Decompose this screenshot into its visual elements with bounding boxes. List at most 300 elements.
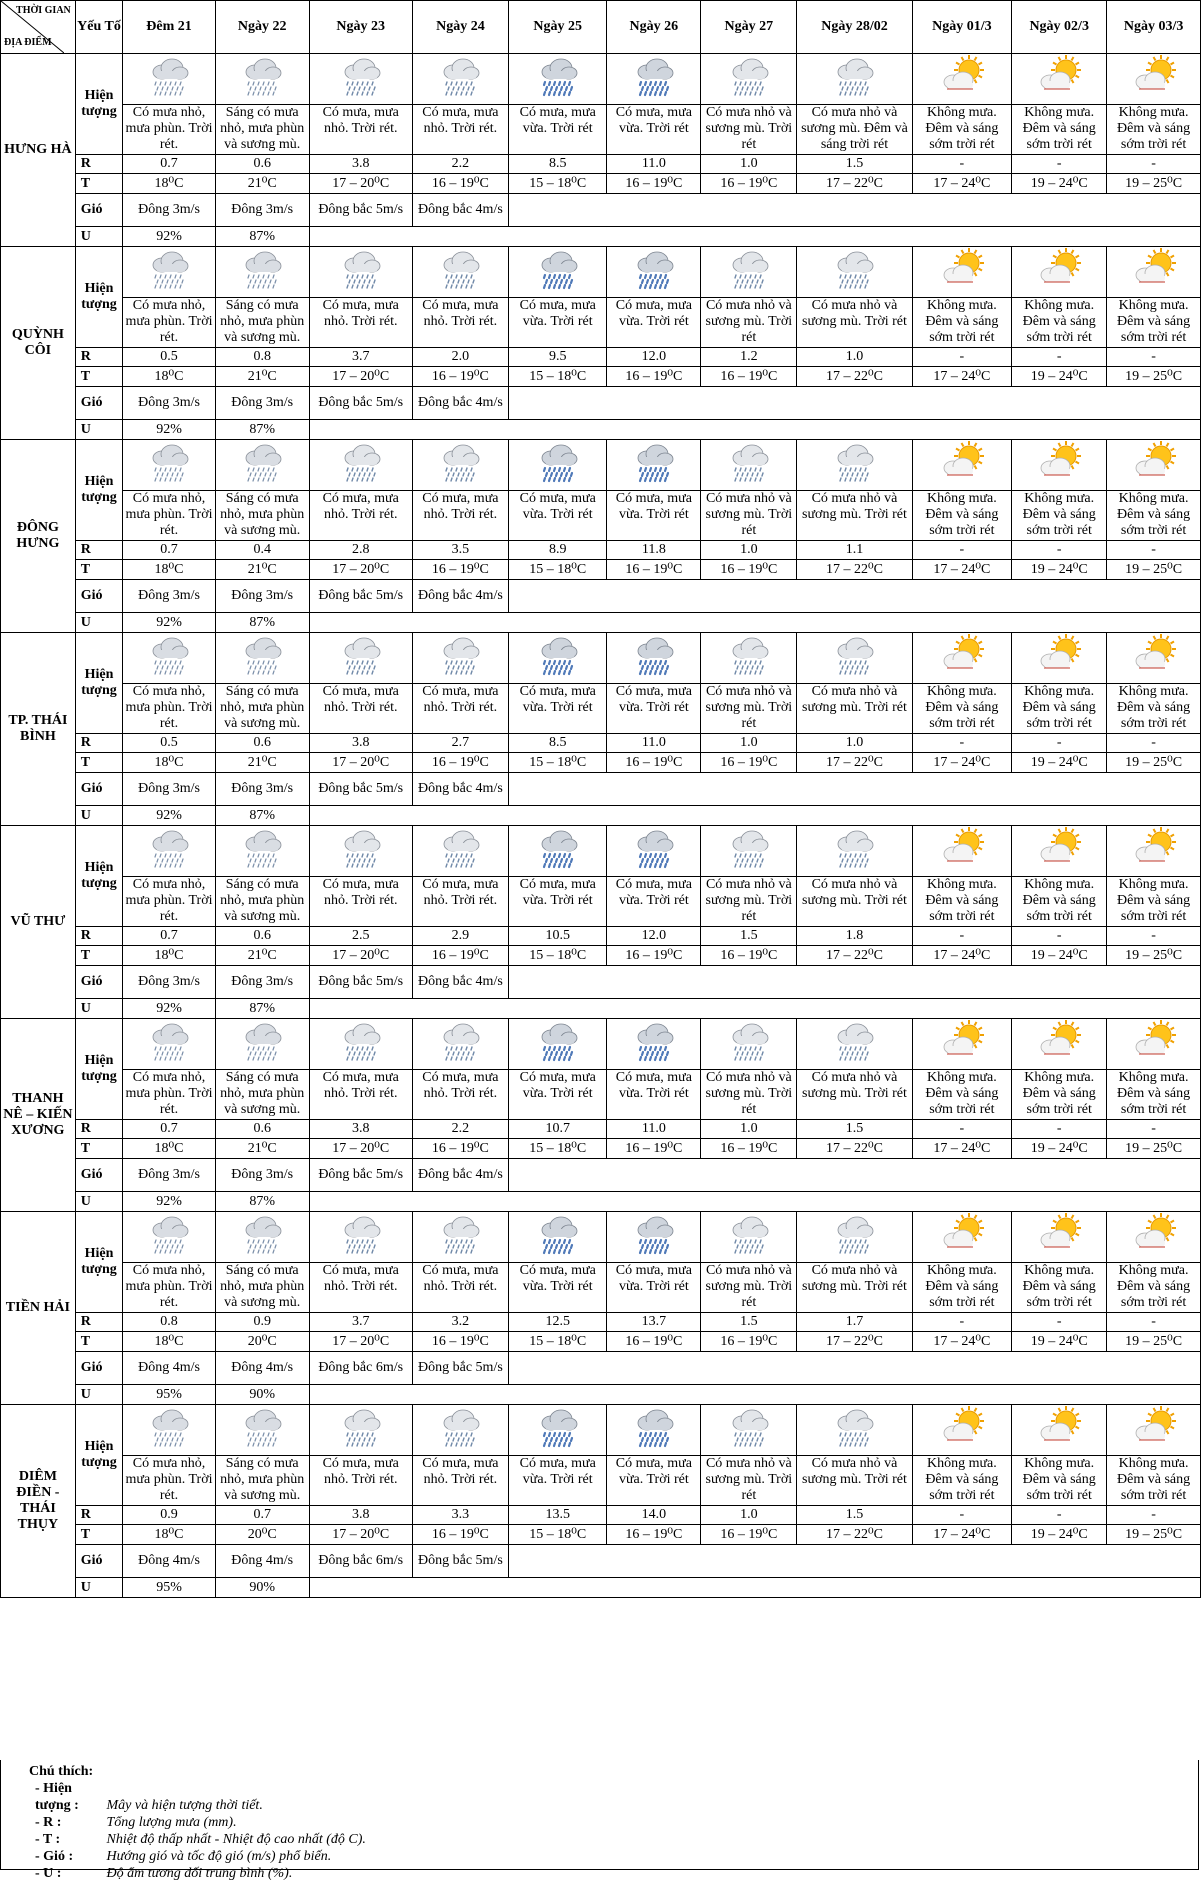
sun-cloud-icon	[1131, 1053, 1177, 1068]
rain-value: 1.5	[797, 1120, 912, 1139]
station-temp-row	[1, 753, 1201, 773]
station-rain-row	[1, 734, 1201, 753]
weather-icon-cell	[797, 1019, 912, 1070]
humidity-empty	[309, 999, 1200, 1019]
station-wind-row	[1, 387, 1201, 420]
temp-value: 19 – 24⁰C	[1012, 1525, 1107, 1545]
wind-value: Đông 3m/s	[215, 966, 309, 999]
temp-value: 16 – 19⁰C	[412, 560, 508, 580]
rain-value: -	[912, 348, 1012, 367]
weather-icon-cell	[912, 633, 1012, 684]
factor-label-t: T	[75, 174, 122, 194]
factor-label-u: U	[75, 1385, 122, 1405]
day-header: Ngày 02/3	[1012, 1, 1107, 54]
temp-value: 15 – 18⁰C	[508, 753, 607, 773]
humidity-empty	[309, 1578, 1200, 1598]
legend-item	[29, 1831, 1198, 1848]
factor-label-t: T	[75, 753, 122, 773]
factor-label-u: U	[75, 227, 122, 247]
rain-value: -	[1107, 541, 1201, 560]
weather-icon-cell	[912, 1405, 1012, 1456]
weather-description: Không mưa. Đêm và sáng sớm trời rét	[912, 105, 1012, 155]
rain-value: 1.5	[701, 927, 797, 946]
light-rain-cloud-icon	[726, 1053, 772, 1068]
station-wind-row	[1, 1159, 1201, 1192]
station-icon-row	[1, 1405, 1201, 1456]
weather-description: Có mưa nhỏ và sương mù. Trời rét	[701, 298, 797, 348]
rain-value: 1.0	[797, 734, 912, 753]
rain-value: 2.0	[412, 348, 508, 367]
day-header: Ngày 27	[701, 1, 797, 54]
sun-cloud-icon	[1131, 860, 1177, 875]
rain-value: -	[1107, 348, 1201, 367]
temp-value: 16 – 19⁰C	[607, 1332, 701, 1352]
humidity-empty	[309, 1385, 1200, 1405]
wind-value: Đông 4m/s	[123, 1545, 216, 1578]
station-icon-row	[1, 633, 1201, 684]
temp-value: 18⁰C	[123, 174, 216, 194]
temp-value: 17 – 24⁰C	[912, 174, 1012, 194]
station-wind-row	[1, 1352, 1201, 1385]
weather-icon-cell	[508, 1019, 607, 1070]
weather-icon-cell	[701, 247, 797, 298]
light-rain-cloud-icon	[437, 474, 483, 489]
rain-value: 0.6	[215, 155, 309, 174]
temp-value: 19 – 24⁰C	[1012, 1139, 1107, 1159]
temp-value: 21⁰C	[215, 946, 309, 966]
weather-description: Không mưa. Đêm và sáng sớm trời rét	[912, 1456, 1012, 1506]
temp-value: 16 – 19⁰C	[607, 1139, 701, 1159]
rain-cloud-icon	[239, 860, 285, 875]
factor-label-r: R	[75, 1506, 122, 1525]
light-rain-cloud-icon	[726, 281, 772, 296]
rain-value: -	[1012, 541, 1107, 560]
weather-description: Có mưa, mưa nhỏ. Trời rét.	[309, 1456, 412, 1506]
wind-value: Đông 3m/s	[215, 194, 309, 227]
temp-value: 18⁰C	[123, 946, 216, 966]
heavy-rain-cloud-icon	[631, 88, 677, 103]
weather-description: Không mưa. Đêm và sáng sớm trời rét	[1012, 491, 1107, 541]
weather-description: Có mưa, mưa vừa. Trời rét	[508, 877, 607, 927]
rain-cloud-icon	[239, 88, 285, 103]
temp-value: 16 – 19⁰C	[701, 560, 797, 580]
header-row	[1, 1, 1201, 54]
station-name: ĐÔNG HƯNG	[1, 440, 76, 633]
sun-cloud-icon	[1131, 1246, 1177, 1261]
light-rain-cloud-icon	[831, 667, 877, 682]
station-rain-row	[1, 348, 1201, 367]
weather-description: Có mưa, mưa vừa. Trời rét	[607, 877, 701, 927]
rain-value: 0.9	[123, 1506, 216, 1525]
weather-description: Không mưa. Đêm và sáng sớm trời rét	[1107, 105, 1201, 155]
temp-value: 21⁰C	[215, 753, 309, 773]
light-rain-cloud-icon	[338, 1439, 384, 1454]
light-rain-cloud-icon	[437, 88, 483, 103]
humidity-value: 92%	[123, 613, 216, 633]
rain-value: -	[1107, 155, 1201, 174]
sun-cloud-icon	[939, 1439, 985, 1454]
rain-value: -	[912, 1313, 1012, 1332]
temp-value: 16 – 19⁰C	[607, 1525, 701, 1545]
weather-description: Có mưa nhỏ và sương mù. Trời rét	[701, 1070, 797, 1120]
station-icon-row	[1, 54, 1201, 105]
heavy-rain-cloud-icon	[535, 667, 581, 682]
day-header: Ngày 28/02	[797, 1, 912, 54]
sun-cloud-icon	[939, 88, 985, 103]
weather-icon-cell	[912, 54, 1012, 105]
rain-value: 0.8	[215, 348, 309, 367]
place-label: ĐỊA ĐIỂM	[4, 37, 52, 48]
temp-value: 16 – 19⁰C	[701, 1139, 797, 1159]
rain-value: -	[1012, 927, 1107, 946]
weather-description: Có mưa, mưa vừa. Trời rét	[508, 1070, 607, 1120]
humidity-value: 87%	[215, 999, 309, 1019]
day-header: Ngày 22	[215, 1, 309, 54]
factor-label-t: T	[75, 1525, 122, 1545]
weather-icon-cell	[412, 247, 508, 298]
weather-icon-cell	[123, 633, 216, 684]
weather-description: Không mưa. Đêm và sáng sớm trời rét	[912, 298, 1012, 348]
rain-value: 2.5	[309, 927, 412, 946]
station-humidity-row	[1, 999, 1201, 1019]
temp-value: 16 – 19⁰C	[607, 560, 701, 580]
temp-value: 15 – 18⁰C	[508, 1139, 607, 1159]
sun-cloud-icon	[1036, 474, 1082, 489]
weather-icon-cell	[701, 1212, 797, 1263]
weather-icon-cell	[1012, 1019, 1107, 1070]
weather-description: Không mưa. Đêm và sáng sớm trời rét	[1107, 1456, 1201, 1506]
rain-value: 3.8	[309, 1506, 412, 1525]
wind-value: Đông bắc 4m/s	[412, 387, 508, 420]
rain-value: -	[1012, 1120, 1107, 1139]
temp-value: 16 – 19⁰C	[701, 367, 797, 387]
rain-value: 0.5	[123, 734, 216, 753]
weather-description: Có mưa, mưa nhỏ. Trời rét.	[309, 491, 412, 541]
station-icon-row	[1, 826, 1201, 877]
rain-value: 2.2	[412, 155, 508, 174]
weather-description: Có mưa, mưa nhỏ. Trời rét.	[309, 1263, 412, 1313]
temp-value: 16 – 19⁰C	[412, 174, 508, 194]
temp-value: 16 – 19⁰C	[701, 174, 797, 194]
weather-description: Không mưa. Đêm và sáng sớm trời rét	[1107, 1070, 1201, 1120]
wind-value: Đông bắc 5m/s	[309, 773, 412, 806]
heavy-rain-cloud-icon	[631, 667, 677, 682]
rain-value: -	[1012, 1506, 1107, 1525]
wind-value: Đông bắc 4m/s	[412, 773, 508, 806]
station-rain-row	[1, 155, 1201, 174]
weather-icon-cell	[797, 440, 912, 491]
wind-value: Đông bắc 4m/s	[412, 966, 508, 999]
rain-value: 8.5	[508, 155, 607, 174]
heavy-rain-cloud-icon	[631, 474, 677, 489]
weather-description: Sáng có mưa nhỏ, mưa phùn và sương mù.	[215, 491, 309, 541]
light-rain-cloud-icon	[726, 667, 772, 682]
rain-value: 0.4	[215, 541, 309, 560]
weather-icon-cell	[701, 1405, 797, 1456]
temp-value: 18⁰C	[123, 753, 216, 773]
weather-description: Sáng có mưa nhỏ, mưa phùn và sương mù.	[215, 1070, 309, 1120]
weather-icon-cell	[1012, 633, 1107, 684]
factor-label-cond: Hiện tượng	[75, 1019, 122, 1120]
sun-cloud-icon	[939, 281, 985, 296]
weather-icon-cell	[309, 633, 412, 684]
weather-icon-cell	[215, 633, 309, 684]
weather-description: Có mưa nhỏ và sương mù. Trời rét	[701, 491, 797, 541]
light-rain-cloud-icon	[338, 1246, 384, 1261]
weather-icon-cell	[607, 633, 701, 684]
weather-description: Không mưa. Đêm và sáng sớm trời rét	[1012, 877, 1107, 927]
sun-cloud-icon	[939, 860, 985, 875]
temp-value: 16 – 19⁰C	[701, 946, 797, 966]
rain-value: -	[1012, 155, 1107, 174]
wind-value: Đông bắc 5m/s	[309, 966, 412, 999]
wind-value: Đông 4m/s	[215, 1352, 309, 1385]
weather-icon-cell	[309, 826, 412, 877]
heavy-rain-cloud-icon	[535, 281, 581, 296]
rain-value: 3.5	[412, 541, 508, 560]
rain-value: 1.0	[701, 1506, 797, 1525]
light-rain-cloud-icon	[338, 474, 384, 489]
temp-value: 18⁰C	[123, 1139, 216, 1159]
weather-icon-cell	[412, 633, 508, 684]
station-cond-row	[1, 1456, 1201, 1506]
wind-value: Đông 3m/s	[123, 194, 216, 227]
temp-value: 16 – 19⁰C	[701, 1525, 797, 1545]
weather-description: Có mưa nhỏ và sương mù. Trời rét	[797, 1456, 912, 1506]
weather-icon-cell	[412, 826, 508, 877]
humidity-empty	[309, 613, 1200, 633]
heavy-rain-cloud-icon	[631, 1053, 677, 1068]
heavy-rain-cloud-icon	[535, 88, 581, 103]
temp-value: 19 – 25⁰C	[1107, 174, 1201, 194]
station-icon-row	[1, 440, 1201, 491]
weather-icon-cell	[1107, 1405, 1201, 1456]
rain-value: -	[1012, 348, 1107, 367]
temp-value: 17 – 20⁰C	[309, 1139, 412, 1159]
legend-item	[29, 1780, 1198, 1814]
wind-value: Đông 4m/s	[123, 1352, 216, 1385]
day-header: Ngày 23	[309, 1, 412, 54]
rain-cloud-icon	[146, 667, 192, 682]
weather-icon-cell	[912, 1019, 1012, 1070]
station-cond-row	[1, 1263, 1201, 1313]
humidity-value: 87%	[215, 613, 309, 633]
rain-value: 2.2	[412, 1120, 508, 1139]
light-rain-cloud-icon	[338, 281, 384, 296]
temp-value: 18⁰C	[123, 1332, 216, 1352]
rain-value: 0.7	[215, 1506, 309, 1525]
rain-value: 0.8	[123, 1313, 216, 1332]
light-rain-cloud-icon	[831, 474, 877, 489]
station-wind-row	[1, 773, 1201, 806]
station-name: HƯNG HÀ	[1, 54, 76, 247]
factor-label-r: R	[75, 348, 122, 367]
station-humidity-row	[1, 227, 1201, 247]
rain-value: 8.5	[508, 734, 607, 753]
station-name: TIỀN HẢI	[1, 1212, 76, 1405]
station-cond-row	[1, 298, 1201, 348]
legend-key: - R :	[35, 1815, 62, 1830]
light-rain-cloud-icon	[437, 667, 483, 682]
rain-value: -	[1107, 734, 1201, 753]
weather-icon-cell	[215, 1019, 309, 1070]
wind-value: Đông 3m/s	[215, 1159, 309, 1192]
weather-icon-cell	[1107, 633, 1201, 684]
factor-label-u: U	[75, 420, 122, 440]
temp-value: 17 – 20⁰C	[309, 560, 412, 580]
temp-value: 17 – 24⁰C	[912, 1332, 1012, 1352]
wind-value: Đông 3m/s	[215, 773, 309, 806]
temp-value: 16 – 19⁰C	[607, 367, 701, 387]
rain-value: 11.0	[607, 155, 701, 174]
weather-description: Có mưa nhỏ và sương mù. Trời rét	[701, 1456, 797, 1506]
sun-cloud-icon	[1036, 860, 1082, 875]
weather-icon-cell	[607, 1019, 701, 1070]
humidity-value: 92%	[123, 999, 216, 1019]
weather-icon-cell	[508, 1405, 607, 1456]
humidity-value: 90%	[215, 1578, 309, 1598]
factor-label-cond: Hiện tượng	[75, 440, 122, 541]
rain-value: 12.0	[607, 348, 701, 367]
weather-icon-cell	[797, 633, 912, 684]
weather-icon-cell	[1012, 826, 1107, 877]
wind-value: Đông 3m/s	[215, 580, 309, 613]
station-humidity-row	[1, 1385, 1201, 1405]
rain-cloud-icon	[146, 1439, 192, 1454]
weather-description: Có mưa, mưa nhỏ. Trời rét.	[309, 1070, 412, 1120]
light-rain-cloud-icon	[831, 88, 877, 103]
station-icon-row	[1, 1019, 1201, 1070]
weather-icon-cell	[309, 1212, 412, 1263]
temp-value: 19 – 25⁰C	[1107, 560, 1201, 580]
weather-description: Có mưa, mưa vừa. Trời rét	[508, 1263, 607, 1313]
humidity-value: 92%	[123, 1192, 216, 1212]
time-label: THỜI GIAN	[16, 5, 71, 16]
rain-cloud-icon	[239, 667, 285, 682]
rain-value: 3.3	[412, 1506, 508, 1525]
station-temp-row	[1, 1139, 1201, 1159]
heavy-rain-cloud-icon	[535, 474, 581, 489]
sun-cloud-icon	[939, 667, 985, 682]
temp-value: 16 – 19⁰C	[607, 753, 701, 773]
wind-value: Đông 3m/s	[123, 387, 216, 420]
light-rain-cloud-icon	[726, 1439, 772, 1454]
light-rain-cloud-icon	[338, 1053, 384, 1068]
weather-icon-cell	[701, 826, 797, 877]
weather-description: Có mưa nhỏ, mưa phùn. Trời rét.	[123, 1456, 216, 1506]
weather-icon-cell	[215, 826, 309, 877]
temp-value: 17 – 22⁰C	[797, 367, 912, 387]
weather-icon-cell	[1012, 247, 1107, 298]
factor-label-wind: Gió	[75, 387, 122, 420]
temp-value: 15 – 18⁰C	[508, 1332, 607, 1352]
weather-description: Sáng có mưa nhỏ, mưa phùn và sương mù.	[215, 105, 309, 155]
legend-value: Độ ẩm tương đối trung bình (%).	[106, 1866, 293, 1881]
factor-label-r: R	[75, 734, 122, 753]
factor-label-wind: Gió	[75, 1352, 122, 1385]
weather-icon-cell	[797, 247, 912, 298]
weather-description: Không mưa. Đêm và sáng sớm trời rét	[912, 1070, 1012, 1120]
rain-value: -	[1107, 1313, 1201, 1332]
rain-value: 10.5	[508, 927, 607, 946]
weather-icon-cell	[1107, 54, 1201, 105]
weather-icon-cell	[412, 1405, 508, 1456]
rain-value: -	[1012, 734, 1107, 753]
weather-description: Sáng có mưa nhỏ, mưa phùn và sương mù.	[215, 684, 309, 734]
rain-value: 1.2	[701, 348, 797, 367]
legend-item	[29, 1865, 1198, 1882]
factor-label-cond: Hiện tượng	[75, 1405, 122, 1506]
rain-cloud-icon	[239, 1053, 285, 1068]
legend-value: Nhiệt độ thấp nhất - Nhiệt độ cao nhất (độ C).	[106, 1832, 366, 1847]
station-rain-row	[1, 1506, 1201, 1525]
rain-value: -	[1012, 1313, 1107, 1332]
wind-value: Đông 3m/s	[123, 1159, 216, 1192]
weather-description: Có mưa, mưa nhỏ. Trời rét.	[309, 105, 412, 155]
weather-icon-cell	[309, 1019, 412, 1070]
station-wind-row	[1, 194, 1201, 227]
station-name: THANH NÊ – KIẾN XƯƠNG	[1, 1019, 76, 1212]
factor-label-u: U	[75, 613, 122, 633]
weather-description: Không mưa. Đêm và sáng sớm trời rét	[1012, 1070, 1107, 1120]
wind-empty	[508, 966, 1200, 999]
weather-description: Sáng có mưa nhỏ, mưa phùn và sương mù.	[215, 1456, 309, 1506]
factor-label-r: R	[75, 1120, 122, 1139]
rain-value: 1.1	[797, 541, 912, 560]
rain-value: 1.0	[701, 734, 797, 753]
weather-icon-cell	[309, 1405, 412, 1456]
rain-cloud-icon	[146, 281, 192, 296]
weather-icon-cell	[309, 247, 412, 298]
weather-icon-cell	[797, 1212, 912, 1263]
legend-item	[29, 1848, 1198, 1865]
temp-value: 17 – 22⁰C	[797, 1139, 912, 1159]
light-rain-cloud-icon	[437, 860, 483, 875]
weather-description: Không mưa. Đêm và sáng sớm trời rét	[1107, 684, 1201, 734]
rain-cloud-icon	[239, 1439, 285, 1454]
weather-icon-cell	[701, 1019, 797, 1070]
temp-value: 17 – 20⁰C	[309, 367, 412, 387]
station-temp-row	[1, 367, 1201, 387]
factor-label-cond: Hiện tượng	[75, 633, 122, 734]
weather-description: Không mưa. Đêm và sáng sớm trời rét	[1107, 491, 1201, 541]
rain-value: -	[912, 1506, 1012, 1525]
rain-cloud-icon	[146, 860, 192, 875]
factor-label-cond: Hiện tượng	[75, 1212, 122, 1313]
wind-value: Đông bắc 5m/s	[309, 387, 412, 420]
weather-description: Có mưa nhỏ, mưa phùn. Trời rét.	[123, 491, 216, 541]
rain-value: 3.7	[309, 1313, 412, 1332]
day-header: Ngày 25	[508, 1, 607, 54]
rain-value: 11.0	[607, 1120, 701, 1139]
factor-label-u: U	[75, 1192, 122, 1212]
temp-value: 17 – 24⁰C	[912, 1139, 1012, 1159]
day-header: Đêm 21	[123, 1, 216, 54]
weather-icon-cell	[309, 440, 412, 491]
rain-value: 1.5	[797, 155, 912, 174]
sun-cloud-icon	[939, 474, 985, 489]
weather-description: Có mưa nhỏ và sương mù. Trời rét	[797, 491, 912, 541]
station-rain-row	[1, 1313, 1201, 1332]
legend-key: - T :	[35, 1832, 61, 1847]
station-rain-row	[1, 541, 1201, 560]
rain-value: 1.5	[797, 1506, 912, 1525]
wind-value: Đông bắc 5m/s	[309, 580, 412, 613]
temp-value: 17 – 24⁰C	[912, 560, 1012, 580]
weather-icon-cell	[123, 1212, 216, 1263]
wind-value: Đông bắc 4m/s	[412, 1159, 508, 1192]
weather-icon-cell	[412, 1212, 508, 1263]
